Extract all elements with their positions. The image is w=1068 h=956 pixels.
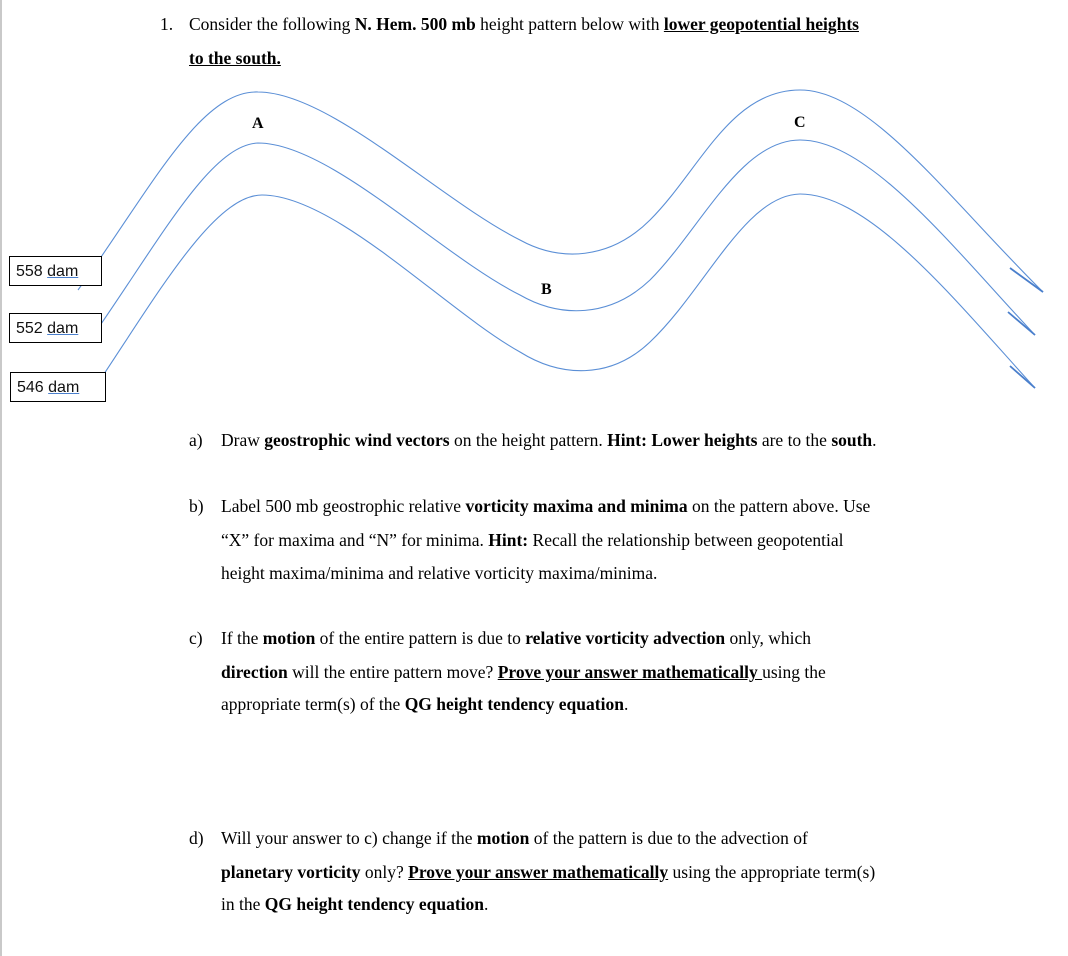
part-b-text-1: Label 500 mb geostrophic relative [221,496,466,516]
part-b-letter: b) [189,496,204,516]
part-b-text-4: Recall the relationship between geopotential [528,530,844,550]
part-b-text-2: on the pattern above. Use [687,496,871,516]
part-d-text-5: in the [221,894,265,914]
q1-underlined-south: to the south. [189,48,281,68]
part-b-text-3: “X” for maxima and “N” for minima. [221,530,489,550]
part-a-bold-2: Hint: Lower heights [607,430,758,450]
part-c-underlined-prove: Prove your answer mathematically [497,662,763,682]
part-c-text-1: If the [221,628,263,648]
part-c-line-3 [221,693,628,715]
part-d-line-3 [221,893,488,915]
contour-546-end-tick [1010,366,1035,388]
part-c-text-7: . [623,694,629,714]
contour-558-end-tick [1010,268,1043,292]
part-b-bold-1: vorticity maxima and minima [465,496,688,516]
part-a-text-3: are to the [757,430,832,450]
part-d-text-2: of the pattern is due to the advection of [529,828,808,848]
part-a-letter: a) [189,430,203,450]
part-b-line-2 [221,529,844,551]
contour-552-end-tick [1008,312,1035,335]
part-c-text-4: will the entire pattern move? [287,662,498,682]
part-d-text-3: only? [360,862,409,882]
contour-552-unit: dam [47,320,79,337]
part-c-text-2: of the entire pattern is due to [315,628,526,648]
part-d-bold-3: QG height tendency equation [264,894,485,914]
contour-546-line [100,194,1035,388]
part-d-text-6: . [484,894,489,914]
part-d-text-1: Will your answer to c) change if the [221,828,477,848]
part-c-text-3: only, which [725,628,812,648]
part-d-line-1 [221,827,808,849]
part-c-line-1 [221,627,811,649]
part-c-bold-1: motion [262,628,316,648]
part-c-letter: c) [189,628,203,648]
part-c-line-2 [221,661,826,683]
contour-558-value: 558 [16,263,43,280]
contour-label-552 [9,313,102,343]
height-pattern-diagram [0,0,1068,420]
label-ridge-a: A [252,115,264,132]
label-ridge-c: C [794,114,806,131]
label-trough-b: B [541,281,552,298]
part-a-text-2: on the height pattern. [449,430,608,450]
q1-text-pre: Consider the following [189,14,355,34]
part-a-bold-1: geostrophic wind vectors [264,430,450,450]
part-b-line-1 [221,495,870,517]
q1-underlined-heights: lower geopotential heights [663,14,859,34]
contour-546-value: 546 [17,379,44,396]
contour-558-unit: dam [47,263,79,280]
q1-bold-hem: N. Hem. 500 mb [354,14,476,34]
contour-label-558 [9,256,102,286]
contour-552-value: 552 [16,320,43,337]
part-c-bold-4: QG height tendency equation [404,694,624,714]
part-d-bold-2: planetary vorticity [221,862,361,882]
part-d-underlined-prove: Prove your answer mathematically [408,862,669,882]
part-c-bold-3: direction [221,662,288,682]
part-a-bold-3: south [831,430,873,450]
part-a-line-1 [221,429,877,451]
part-d-bold-1: motion [476,828,530,848]
part-b-text-5: height maxima/minima and relative vorticity maxima/minima. [221,563,658,583]
part-d-letter: d) [189,828,204,848]
contour-546-unit: dam [48,379,80,396]
part-b-bold-2: Hint: [488,530,529,550]
part-c-text-6: appropriate term(s) of the [221,694,405,714]
part-b-line-3 [221,562,657,584]
part-c-text-5: using the [762,662,826,682]
question-number: 1. [160,14,174,34]
part-a-text-1: Draw [221,430,265,450]
q1-text-mid: height pattern below with [475,14,664,34]
contour-label-546 [10,372,106,402]
part-a-text-4: . [872,430,877,450]
part-d-text-4: using the appropriate term(s) [668,862,876,882]
part-d-line-2 [221,861,875,883]
part-c-bold-2: relative vorticity advection [525,628,726,648]
